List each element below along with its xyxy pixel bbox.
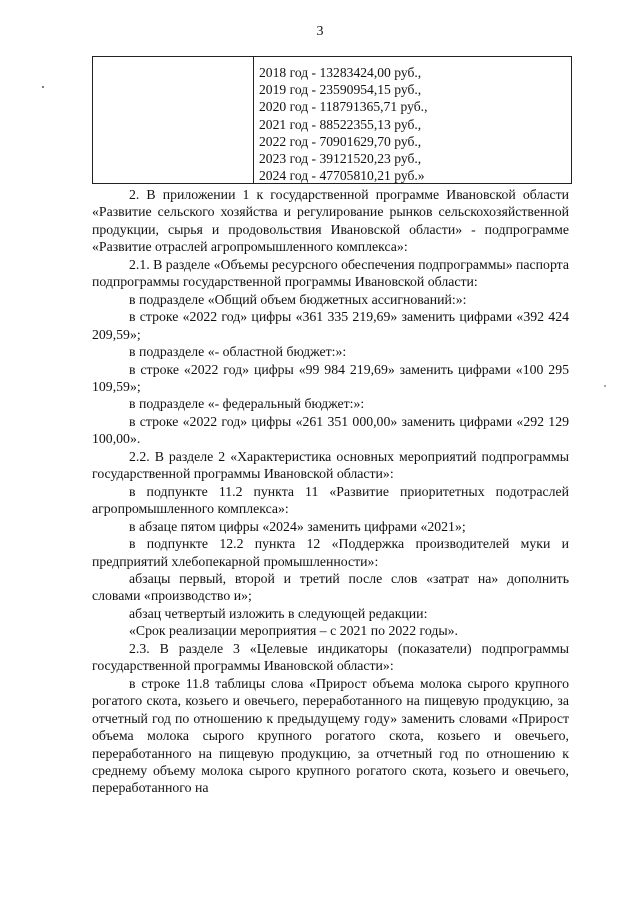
- paragraph: в подпункте 11.2 пункта 11 «Развитие приоритетных подотраслей агропромышленного комплекса»:: [92, 483, 569, 517]
- scan-speck: [604, 385, 606, 387]
- budget-year-line: 2020 год - 118791365,71 руб.,: [259, 99, 428, 115]
- budget-table-empty-cell: [93, 57, 254, 183]
- paragraph: в строке «2022 год» цифры «99 984 219,69» заменить цифрами «100 295 109,59»;: [92, 361, 569, 394]
- page-number: 3: [316, 24, 324, 39]
- budget-year-line: 2024 год - 47705810,21 руб.»: [259, 168, 425, 184]
- budget-year-line: 2019 год - 23590954,15 руб.,: [259, 82, 422, 98]
- budget-year-line: 2023 год - 39121520,23 руб.,: [259, 151, 422, 167]
- budget-year-line: 2021 год - 88522355,13 руб.,: [259, 116, 422, 132]
- paragraph: в подразделе «Общий объем бюджетных ассигнований:»:: [129, 291, 467, 307]
- budget-year-line: 2022 год - 70901629,70 руб.,: [259, 133, 422, 149]
- paragraph: 2. В приложении 1 к государственной программе Ивановской области «Развитие сельского хозяйства и регулирование рынков сельскохозяйственной продукции, сырья и продовольствия Ивановской области» - подпрограмме «Развитие отраслей агропромышленного комплекса»:: [92, 187, 569, 255]
- paragraph: 2.2. В разделе 2 «Характеристика основных мероприятий подпрограммы государственной программы Ивановской области»:: [92, 448, 569, 482]
- scan-speck: [42, 86, 44, 88]
- paragraph: «Срок реализации мероприятия – с 2021 по 2022 годы».: [129, 623, 458, 639]
- paragraph: в строке «2022 год» цифры «261 351 000,00» заменить цифрами «292 129 100,00».: [92, 413, 569, 447]
- paragraph: в абзаце пятом цифры «2024» заменить цифрами «2021»;: [129, 518, 466, 534]
- paragraph: 2.1. В разделе «Объемы ресурсного обеспечения подпрограммы» паспорта подпрограммы государственной программы Ивановской области:: [92, 256, 569, 290]
- paragraph: в подпункте 12.2 пункта 12 «Поддержка производителей муки и предприятий хлебопекарной промышленности»:: [92, 536, 569, 569]
- paragraph: 2.3. В разделе 3 «Целевые индикаторы (показатели) подпрограммы государственной программы Ивановской области»:: [92, 640, 569, 674]
- paragraph: в строке «2022 год» цифры «361 335 219,69» заменить цифрами «392 424 209,59»;: [92, 309, 569, 342]
- document-body: [92, 186, 569, 797]
- budget-table: [92, 56, 572, 184]
- paragraph: в подразделе «- областной бюджет:»:: [129, 344, 347, 360]
- paragraph: в строке 11.8 таблицы слова «Прирост объема молока сырого крупного рогатого скота, козьего и овечьего, переработанного на пищевую продукцию, за отчетный год по отношению к предыдущему году» заменить словами «Прирост объема молока сырого крупного рогатого скота, козьего и овечьего, переработанного на пищевую продукцию, за отчетный год по отношению к среднему объему молока сырого крупного рогатого скота, козьего и овечьего, переработанного на: [92, 675, 569, 796]
- paragraph: абзац четвертый изложить в следующей редакции:: [129, 605, 428, 621]
- budget-year-line: 2018 год - 13283424,00 руб.,: [259, 65, 422, 80]
- paragraph: в подразделе «- федеральный бюджет:»:: [129, 396, 365, 412]
- paragraph: абзацы первый, второй и третий после слов «затрат на» дополнить словами «производство и»;: [92, 570, 569, 604]
- budget-table-values-cell: [254, 57, 571, 183]
